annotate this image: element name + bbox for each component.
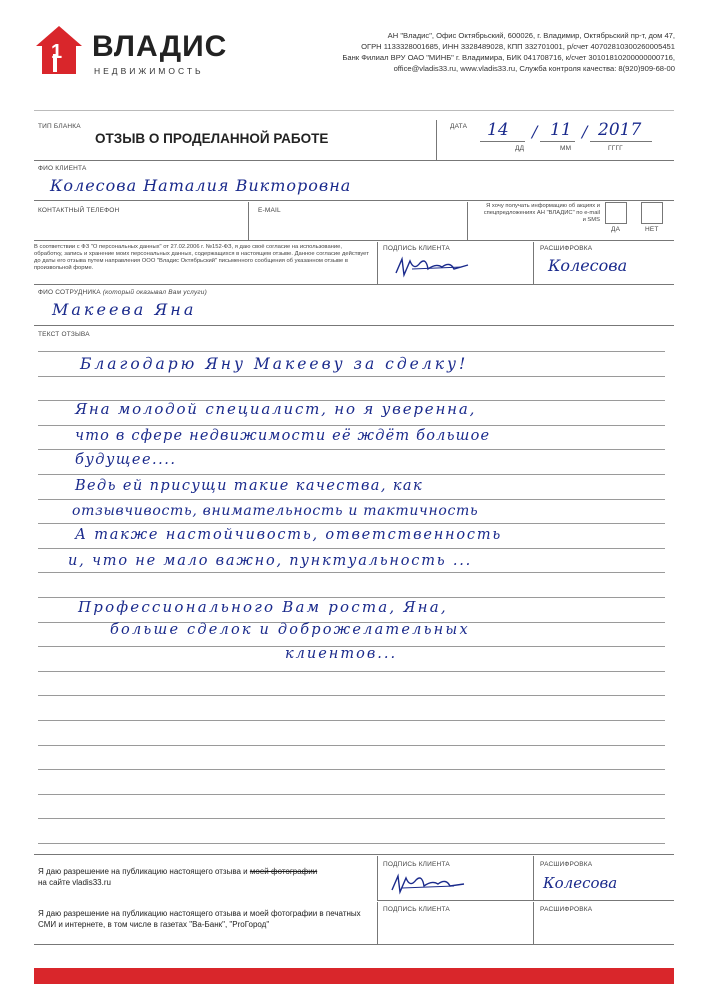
- phone-label: КОНТАКТНЫЙ ТЕЛЕФОН: [38, 207, 120, 214]
- client-signature: [392, 255, 472, 284]
- writing-rule: [38, 769, 665, 770]
- brand-subtitle: НЕДВИЖИМОСТЬ: [94, 66, 204, 76]
- publish-site-strike: моей фотографии: [249, 867, 318, 876]
- employee-name: Макеева Яна: [52, 300, 197, 319]
- publish-site-text: [38, 866, 373, 888]
- yes-label: ДА: [611, 226, 621, 233]
- header-info-line: office@vladis33.ru, www.vladis33.ru, Служба контроля качества: 8(920)909-68-00: [393, 64, 675, 73]
- client-name: Колесова Наталия Викторовна: [50, 176, 352, 195]
- employee-hint: (который оказывал Вам услуги): [102, 289, 207, 296]
- no-label: НЕТ: [645, 226, 659, 233]
- writing-rule: [38, 548, 665, 549]
- review-line: клиентов...: [285, 646, 398, 662]
- review-line: отзывчивость, внимательность и тактичность: [72, 503, 479, 519]
- promo-text: Я хочу получать информацию об акциях и спецпредложениях АН "ВЛАДИС" по e-mail и SMS: [483, 203, 600, 223]
- footer-bar: [34, 968, 674, 984]
- writing-rule: [38, 425, 665, 426]
- writing-rule: [38, 499, 665, 500]
- review-line: Профессионального Вам роста, Яна,: [78, 598, 448, 616]
- row-rule: [34, 200, 674, 201]
- row-rule: [34, 160, 674, 161]
- no-checkbox[interactable]: [641, 202, 663, 224]
- writing-rule: [38, 671, 665, 672]
- date-underline: [590, 141, 652, 142]
- brand-name: ВЛАДИС: [92, 30, 228, 63]
- consent-text: В соответствии с ФЗ "О персональных данных" от 27.02.2006 г. №152-ФЗ, я даю своё согласие на использование, обработку, запись и хранение моих персональных данных, содержащихся в настоящем отзыве. Данное согласие действует до даты его отзыва путем направления ООО "Владис Октябрьский" письменного сообщения об указанном отзыве в произвольной форме.: [34, 244, 369, 271]
- date-year-hint: ГГГГ: [608, 145, 623, 152]
- decode-label: РАСШИФРОВКА: [540, 245, 593, 252]
- row-rule: [377, 900, 674, 901]
- writing-rule: [38, 523, 665, 524]
- yes-checkbox[interactable]: [605, 202, 627, 224]
- header-info-line: Банк Филиал ВРУ ОАО "МИНБ" г. Владимира, БИК 041708716, к/счет 30101810200000000716,: [342, 53, 675, 62]
- date-day: 14: [487, 120, 509, 140]
- date-month: 11: [550, 120, 572, 140]
- header-info: [342, 30, 675, 74]
- row-rule: [34, 284, 674, 285]
- writing-rule: [38, 818, 665, 819]
- date-month-hint: ММ: [560, 145, 572, 152]
- date-sep: /: [532, 122, 538, 141]
- writing-rule: [38, 843, 665, 844]
- sign-label: ПОДПИСЬ КЛИЕНТА: [383, 861, 450, 868]
- logo-number: 1: [51, 41, 63, 63]
- divider: [533, 242, 534, 284]
- review-line: Яна молодой специалист, но я уверенна,: [75, 400, 477, 418]
- date-underline: [480, 141, 525, 142]
- divider: [377, 856, 378, 900]
- writing-rule: [38, 351, 665, 352]
- header-info-line: ОГРН 1133328001685, ИНН 3328489028, КПП 332701001, р/счет 40702810300260005451: [361, 42, 675, 51]
- review-line: А также настойчивость, ответственность: [75, 527, 503, 543]
- decode-label: РАСШИФРОВКА: [540, 906, 593, 913]
- date-day-hint: ДД: [515, 145, 525, 152]
- writing-rule: [38, 474, 665, 475]
- writing-rule: [38, 794, 665, 795]
- header-info-line: АН "Владис", Офис Октябрьский, 600026, г. Владимир, Октябрьский пр-т, дом 47,: [387, 31, 675, 40]
- date-underline: [540, 141, 575, 142]
- writing-rule: [38, 449, 665, 450]
- review-line: больше сделок и доброжелательных: [110, 622, 470, 638]
- publish-site-text-a: Я даю разрешение на публикацию настоящего отзыва и: [38, 867, 248, 876]
- publish-print-text: Я даю разрешение на публикацию настоящего отзыва и моей фотографии в печатных СМИ и интернете, в том числе в газетах "Ва-Банк", "ProГород": [38, 909, 361, 929]
- publish-decode-value: Колесова: [543, 874, 618, 892]
- date-sep: /: [582, 122, 588, 141]
- writing-rule: [38, 695, 665, 696]
- review-line: будущее....: [75, 452, 177, 468]
- employee-label-text: ФИО СОТРУДНИКА: [38, 289, 101, 296]
- publish-signature: [388, 872, 468, 901]
- type-label: ТИП БЛАНКА: [38, 123, 81, 130]
- row-rule: [34, 240, 674, 241]
- row-rule: [34, 325, 674, 326]
- writing-rule: [38, 745, 665, 746]
- decode-label: РАСШИФРОВКА: [540, 861, 593, 868]
- header-divider: [34, 110, 674, 111]
- writing-rule: [38, 720, 665, 721]
- divider: [467, 202, 468, 240]
- divider: [436, 120, 437, 160]
- decode-value: Колесова: [548, 256, 628, 275]
- divider: [377, 242, 378, 284]
- client-label: ФИО КЛИЕНТА: [38, 165, 87, 172]
- logo: [34, 24, 84, 78]
- date-label: ДАТА: [450, 123, 468, 130]
- writing-rule: [38, 572, 665, 573]
- review-line: Ведь ей присущи такие качества, как: [75, 478, 424, 494]
- publish-site-text-b: на сайте vladis33.ru: [38, 878, 111, 887]
- divider: [248, 202, 249, 240]
- writing-rule: [38, 376, 665, 377]
- divider: [533, 902, 534, 944]
- employee-label: [38, 289, 207, 296]
- email-label: E-MAIL: [258, 207, 281, 214]
- sign-label: ПОДПИСЬ КЛИЕНТА: [383, 245, 450, 252]
- sign-label: ПОДПИСЬ КЛИЕНТА: [383, 906, 450, 913]
- date-year: 2017: [598, 120, 642, 140]
- review-label: ТЕКСТ ОТЗЫВА: [38, 331, 90, 338]
- review-line: Благодарю Яну Макееву за сделку!: [80, 355, 469, 373]
- form-type-title: ОТЗЫВ О ПРОДЕЛАННОЙ РАБОТЕ: [95, 131, 329, 146]
- row-rule: [34, 854, 674, 855]
- divider: [377, 902, 378, 944]
- divider: [533, 856, 534, 900]
- row-rule: [34, 944, 674, 945]
- review-line: и, что не мало важно, пунктуальность ...: [68, 553, 473, 569]
- review-line: что в сфере недвижимости её ждёт большое: [75, 428, 491, 444]
